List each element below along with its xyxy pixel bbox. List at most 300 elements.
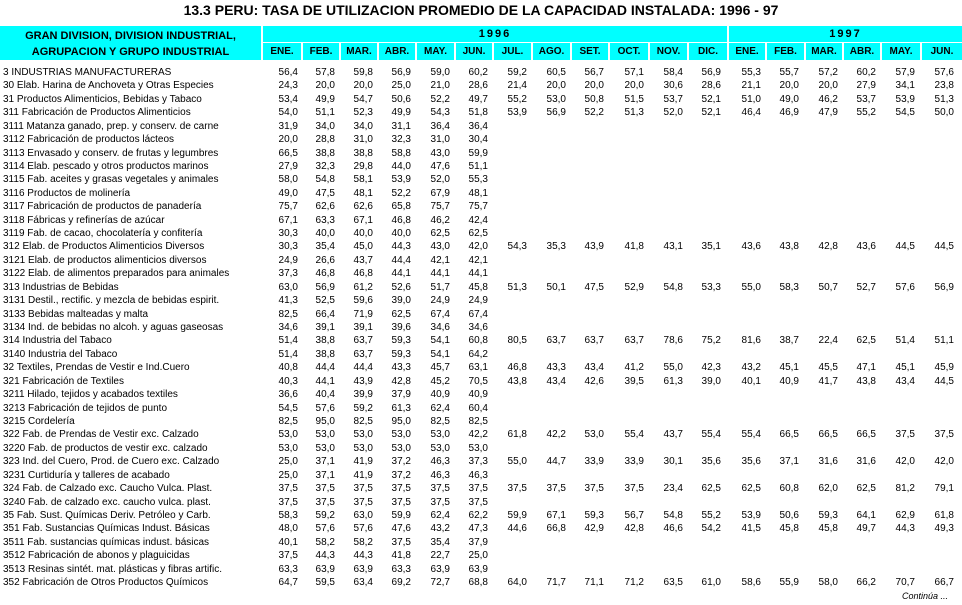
value-cell: 59,2 <box>315 509 335 521</box>
value-cell: 35,6 <box>741 456 761 468</box>
value-cell: 44,4 <box>353 362 373 374</box>
value-cell: 63,7 <box>546 335 566 347</box>
value-cell: 71,2 <box>624 577 644 589</box>
table-row <box>0 469 962 482</box>
row-label: 3112 Fabricación de productos lácteos <box>3 134 175 146</box>
month-header: JUN. <box>456 43 492 60</box>
value-cell: 79,1 <box>934 483 954 495</box>
value-cell: 53,9 <box>741 509 761 521</box>
table-row <box>0 106 962 119</box>
value-cell: 43,0 <box>430 147 450 159</box>
month-header: MAR. <box>806 43 842 60</box>
value-cell: 59,9 <box>507 509 527 521</box>
value-cell: 51,8 <box>468 107 488 119</box>
table-row <box>0 120 962 133</box>
value-cell: 67,9 <box>430 187 450 199</box>
month-header: SET. <box>572 43 608 60</box>
value-cell: 45,8 <box>468 281 488 293</box>
value-cell: 53,0 <box>391 442 411 454</box>
value-cell: 58,0 <box>278 174 298 186</box>
value-cell: 70,7 <box>895 577 915 589</box>
value-cell: 37,5 <box>278 550 298 562</box>
value-cell: 20,0 <box>779 80 799 92</box>
row-label: 352 Fabricación de Otros Productos Químicos <box>3 577 209 589</box>
row-label: 3122 Elab. de alimentos preparados para animales <box>3 268 230 280</box>
value-cell: 53,0 <box>315 442 335 454</box>
value-cell: 36,4 <box>468 120 488 132</box>
value-cell: 59,3 <box>391 335 411 347</box>
value-cell: 37,2 <box>391 456 411 468</box>
value-cell: 47,5 <box>584 281 604 293</box>
table-row <box>0 321 962 334</box>
table-row <box>0 281 962 294</box>
value-cell: 41,3 <box>278 295 298 307</box>
value-cell: 41,8 <box>391 550 411 562</box>
value-cell: 34,1 <box>895 80 915 92</box>
value-cell: 25,0 <box>468 550 488 562</box>
value-cell: 43,8 <box>856 375 876 387</box>
value-cell: 46,2 <box>818 93 838 105</box>
row-label: 3211 Hilado, tejidos y acabados textiles <box>3 389 178 401</box>
value-cell: 78,6 <box>663 335 683 347</box>
value-cell: 46,8 <box>391 214 411 226</box>
value-cell: 53,3 <box>701 281 721 293</box>
value-cell: 40,9 <box>779 375 799 387</box>
value-cell: 31,0 <box>353 134 373 146</box>
value-cell: 62,9 <box>895 509 915 521</box>
row-label: 3133 Bebidas malteadas y malta <box>3 308 149 320</box>
value-cell: 63,3 <box>278 563 298 575</box>
row-label: 3512 Fabricación de abonos y plaguicidas <box>3 550 190 562</box>
value-cell: 31,1 <box>391 120 411 132</box>
value-cell: 52,1 <box>701 93 721 105</box>
value-cell: 45,0 <box>353 241 373 253</box>
value-cell: 25,0 <box>278 456 298 468</box>
value-cell: 35,3 <box>546 241 566 253</box>
value-cell: 40,9 <box>430 389 450 401</box>
value-cell: 71,9 <box>353 308 373 320</box>
value-cell: 42,8 <box>624 523 644 535</box>
value-cell: 44,4 <box>315 362 335 374</box>
value-cell: 35,1 <box>701 241 721 253</box>
value-cell: 54,7 <box>353 93 373 105</box>
value-cell: 44,1 <box>468 268 488 280</box>
month-header: FEB. <box>767 43 804 60</box>
value-cell: 57,9 <box>895 67 915 78</box>
value-cell: 26,6 <box>315 254 335 266</box>
value-cell: 44,7 <box>546 456 566 468</box>
value-cell: 63,1 <box>468 362 488 374</box>
value-cell: 32,3 <box>391 134 411 146</box>
value-cell: 51,1 <box>934 335 954 347</box>
value-cell: 43,8 <box>779 241 799 253</box>
value-cell: 40,0 <box>353 228 373 240</box>
continues-note: Continúa ... <box>901 591 948 601</box>
value-cell: 62,0 <box>818 483 838 495</box>
value-cell: 34,6 <box>468 322 488 334</box>
value-cell: 38,8 <box>353 147 373 159</box>
value-cell: 36,4 <box>430 120 450 132</box>
value-cell: 24,9 <box>468 295 488 307</box>
value-cell: 53,7 <box>663 93 683 105</box>
value-cell: 21,4 <box>507 80 527 92</box>
value-cell: 62,5 <box>856 483 876 495</box>
value-cell: 34,6 <box>430 322 450 334</box>
value-cell: 60,2 <box>468 67 488 78</box>
value-cell: 37,5 <box>468 496 488 508</box>
value-cell: 40,3 <box>278 375 298 387</box>
value-cell: 43,1 <box>663 241 683 253</box>
value-cell: 66,8 <box>546 523 566 535</box>
value-cell: 37,5 <box>391 536 411 548</box>
value-cell: 57,6 <box>353 523 373 535</box>
table-row <box>0 200 962 213</box>
value-cell: 45,7 <box>430 362 450 374</box>
value-cell: 41,2 <box>624 362 644 374</box>
value-cell: 37,5 <box>430 496 450 508</box>
value-cell: 43,2 <box>741 362 761 374</box>
value-cell: 40,1 <box>741 375 761 387</box>
value-cell: 37,9 <box>391 389 411 401</box>
row-label: 3134 Ind. de bebidas no alcoh. y aguas gaseosas <box>3 322 224 334</box>
value-cell: 45,2 <box>430 375 450 387</box>
value-cell: 66,5 <box>278 147 298 159</box>
value-cell: 46,3 <box>430 469 450 481</box>
value-cell: 53,0 <box>430 442 450 454</box>
table-row <box>0 160 962 173</box>
value-cell: 82,5 <box>278 308 298 320</box>
value-cell: 42,0 <box>468 241 488 253</box>
value-cell: 66,4 <box>315 308 335 320</box>
value-cell: 59,2 <box>507 67 527 78</box>
value-cell: 34,0 <box>353 120 373 132</box>
table-row <box>0 402 962 415</box>
value-cell: 21,0 <box>430 80 450 92</box>
table-row <box>0 482 962 495</box>
row-label: 35 Fab. Sust. Químicas Deriv. Petróleo y Carb. <box>3 509 211 521</box>
column-header-line2: AGRUPACION Y GRUPO INDUSTRIAL <box>31 46 230 58</box>
value-cell: 59,3 <box>391 348 411 360</box>
value-cell: 41,9 <box>353 456 373 468</box>
value-cell: 58,6 <box>741 577 761 589</box>
value-cell: 37,5 <box>895 429 915 441</box>
value-cell: 49,0 <box>779 93 799 105</box>
value-cell: 59,0 <box>430 67 450 78</box>
value-cell: 46,8 <box>315 268 335 280</box>
value-cell: 67,1 <box>353 214 373 226</box>
value-cell: 45,9 <box>934 362 954 374</box>
value-cell: 58,3 <box>278 509 298 521</box>
month-header: ENE. <box>263 43 301 60</box>
value-cell: 63,7 <box>353 335 373 347</box>
value-cell: 51,4 <box>278 348 298 360</box>
row-label: 3213 Fabricación de tejidos de punto <box>3 402 168 414</box>
value-cell: 43,4 <box>584 362 604 374</box>
value-cell: 61,2 <box>353 281 373 293</box>
value-cell: 31,9 <box>278 120 298 132</box>
row-label: 3114 Elab. pescado y otros productos marinos <box>3 160 209 172</box>
value-cell: 37,5 <box>391 483 411 495</box>
value-cell: 47,5 <box>315 187 335 199</box>
value-cell: 57,6 <box>934 67 954 78</box>
month-header: ENE. <box>729 43 765 60</box>
value-cell: 54,2 <box>701 523 721 535</box>
row-label: 3140 Industria del Tabaco <box>3 348 118 360</box>
value-cell: 22,4 <box>818 335 838 347</box>
value-cell: 63,7 <box>584 335 604 347</box>
value-cell: 71,1 <box>584 577 604 589</box>
value-cell: 49,3 <box>934 523 954 535</box>
row-label: 3116 Productos de molinería <box>3 187 131 199</box>
value-cell: 24,9 <box>430 295 450 307</box>
value-cell: 62,5 <box>701 483 721 495</box>
value-cell: 44,1 <box>430 268 450 280</box>
value-cell: 22,7 <box>430 550 450 562</box>
value-cell: 57,2 <box>818 67 838 78</box>
value-cell: 42,1 <box>430 254 450 266</box>
value-cell: 61,3 <box>391 402 411 414</box>
value-cell: 64,1 <box>856 509 876 521</box>
value-cell: 23,4 <box>663 483 683 495</box>
value-cell: 55,7 <box>779 67 799 78</box>
value-cell: 63,0 <box>278 281 298 293</box>
table-row <box>0 522 962 535</box>
value-cell: 37,5 <box>315 483 335 495</box>
table-row <box>0 455 962 468</box>
value-cell: 54,8 <box>663 509 683 521</box>
value-cell: 54,8 <box>663 281 683 293</box>
value-cell: 50,6 <box>779 509 799 521</box>
value-cell: 37,5 <box>546 483 566 495</box>
value-cell: 54,1 <box>430 348 450 360</box>
value-cell: 37,3 <box>468 456 488 468</box>
value-cell: 51,4 <box>895 335 915 347</box>
row-label: 32 Textiles, Prendas de Vestir e Ind.Cuero <box>3 362 190 374</box>
value-cell: 59,5 <box>315 577 335 589</box>
value-cell: 55,0 <box>507 456 527 468</box>
value-cell: 50,0 <box>934 107 954 119</box>
value-cell: 20,0 <box>624 80 644 92</box>
value-cell: 60,2 <box>856 67 876 78</box>
value-cell: 40,8 <box>278 362 298 374</box>
value-cell: 64,2 <box>468 348 488 360</box>
value-cell: 43,3 <box>391 362 411 374</box>
value-cell: 81,2 <box>895 483 915 495</box>
value-cell: 54,8 <box>315 174 335 186</box>
value-cell: 37,5 <box>507 483 527 495</box>
row-label: 3240 Fab. de calzado exc. caucho vulca. plast. <box>3 496 211 508</box>
value-cell: 60,4 <box>468 402 488 414</box>
value-cell: 54,0 <box>278 107 298 119</box>
value-cell: 51,4 <box>278 335 298 347</box>
row-label: 31 Productos Alimenticios, Bebidas y Tabaco <box>3 93 202 105</box>
month-header: MAY. <box>417 43 454 60</box>
month-header: MAY. <box>882 43 920 60</box>
value-cell: 39,0 <box>391 295 411 307</box>
value-cell: 37,5 <box>468 483 488 495</box>
table-row <box>0 187 962 200</box>
value-cell: 42,6 <box>584 375 604 387</box>
value-cell: 58,8 <box>391 147 411 159</box>
row-label: 351 Fab. Sustancias Químicas Indust. Básicas <box>3 523 210 535</box>
value-cell: 67,1 <box>546 509 566 521</box>
value-cell: 44,6 <box>507 523 527 535</box>
data-table-body <box>0 66 962 589</box>
value-cell: 35,4 <box>430 536 450 548</box>
value-cell: 53,0 <box>353 429 373 441</box>
value-cell: 50,8 <box>584 93 604 105</box>
value-cell: 43,6 <box>741 241 761 253</box>
value-cell: 75,7 <box>468 201 488 213</box>
table-row <box>0 496 962 509</box>
value-cell: 52,2 <box>391 187 411 199</box>
value-cell: 40,9 <box>468 389 488 401</box>
value-cell: 62,6 <box>315 201 335 213</box>
table-row <box>0 294 962 307</box>
value-cell: 63,4 <box>353 577 373 589</box>
value-cell: 61,0 <box>701 577 721 589</box>
value-cell: 21,1 <box>741 80 761 92</box>
value-cell: 30,3 <box>278 228 298 240</box>
value-cell: 39,6 <box>391 322 411 334</box>
value-cell: 44,4 <box>391 254 411 266</box>
value-cell: 57,1 <box>624 67 644 78</box>
row-label: 3111 Matanza ganado, prep. y conserv. de carne <box>3 120 219 132</box>
table-row <box>0 66 962 79</box>
value-cell: 56,9 <box>391 67 411 78</box>
value-cell: 60,8 <box>779 483 799 495</box>
value-cell: 27,9 <box>278 160 298 172</box>
value-cell: 82,5 <box>430 415 450 427</box>
value-cell: 20,0 <box>353 80 373 92</box>
month-header: DIC. <box>689 43 727 60</box>
value-cell: 34,0 <box>315 120 335 132</box>
month-header: NOV. <box>650 43 687 60</box>
row-label: 3231 Curtiduría y talleres de acabado <box>3 469 170 481</box>
value-cell: 62,5 <box>468 228 488 240</box>
row-label: 313 Industrias de Bebidas <box>3 281 119 293</box>
value-cell: 57,6 <box>895 281 915 293</box>
value-cell: 44,1 <box>391 268 411 280</box>
value-cell: 46,2 <box>430 214 450 226</box>
value-cell: 39,5 <box>624 375 644 387</box>
table-row <box>0 254 962 267</box>
row-label: 322 Fab. de Prendas de Vestir exc. Calzado <box>3 429 199 441</box>
value-cell: 52,2 <box>584 107 604 119</box>
value-cell: 49,9 <box>391 107 411 119</box>
value-cell: 66,7 <box>934 577 954 589</box>
value-cell: 34,6 <box>278 322 298 334</box>
value-cell: 55,4 <box>741 429 761 441</box>
value-cell: 38,8 <box>315 147 335 159</box>
value-cell: 30,3 <box>278 241 298 253</box>
value-cell: 53,0 <box>278 429 298 441</box>
value-cell: 55,9 <box>779 577 799 589</box>
value-cell: 54,3 <box>507 241 527 253</box>
value-cell: 25,0 <box>391 80 411 92</box>
value-cell: 61,3 <box>663 375 683 387</box>
value-cell: 58,4 <box>663 67 683 78</box>
value-cell: 42,3 <box>701 362 721 374</box>
row-label: 3513 Resinas sintét. mat. plásticas y fibras artific. <box>3 563 222 575</box>
value-cell: 49,7 <box>856 523 876 535</box>
value-cell: 30,6 <box>663 80 683 92</box>
value-cell: 71,7 <box>546 577 566 589</box>
value-cell: 37,5 <box>584 483 604 495</box>
value-cell: 62,5 <box>430 228 450 240</box>
value-cell: 59,3 <box>818 509 838 521</box>
value-cell: 58,2 <box>315 536 335 548</box>
value-cell: 53,9 <box>507 107 527 119</box>
value-cell: 66,5 <box>779 429 799 441</box>
value-cell: 43,6 <box>856 241 876 253</box>
value-cell: 47,6 <box>430 160 450 172</box>
value-cell: 39,9 <box>353 389 373 401</box>
table-row <box>0 509 962 522</box>
month-header: JUL. <box>494 43 531 60</box>
row-label: 323 Ind. del Cuero, Prod. de Cuero exc. Calzado <box>3 456 220 468</box>
value-cell: 53,4 <box>278 93 298 105</box>
value-cell: 63,7 <box>624 335 644 347</box>
value-cell: 46,3 <box>430 456 450 468</box>
table-row <box>0 214 962 227</box>
value-cell: 58,1 <box>353 174 373 186</box>
value-cell: 44,3 <box>315 550 335 562</box>
value-cell: 51,3 <box>934 93 954 105</box>
value-cell: 56,9 <box>701 67 721 78</box>
row-label: 312 Elab. de Productos Alimenticios Diversos <box>3 241 205 253</box>
value-cell: 40,0 <box>391 228 411 240</box>
table-row <box>0 348 962 361</box>
value-cell: 67,1 <box>278 214 298 226</box>
value-cell: 63,7 <box>353 348 373 360</box>
table-row <box>0 267 962 280</box>
value-cell: 37,5 <box>353 483 373 495</box>
value-cell: 48,0 <box>278 523 298 535</box>
table-row <box>0 334 962 347</box>
value-cell: 66,2 <box>856 577 876 589</box>
value-cell: 59,2 <box>353 402 373 414</box>
value-cell: 33,9 <box>624 456 644 468</box>
value-cell: 63,3 <box>391 563 411 575</box>
value-cell: 55,2 <box>507 93 527 105</box>
value-cell: 37,5 <box>624 483 644 495</box>
row-label: 3511 Fab. sustancias químicas indust. básicas <box>3 536 210 548</box>
table-row <box>0 428 962 441</box>
value-cell: 56,9 <box>934 281 954 293</box>
value-cell: 54,5 <box>278 402 298 414</box>
value-cell: 32,3 <box>315 160 335 172</box>
month-header: MAR. <box>341 43 377 60</box>
value-cell: 39,0 <box>701 375 721 387</box>
month-header: ABR. <box>379 43 415 60</box>
value-cell: 39,1 <box>315 322 335 334</box>
page-title: 13.3 PERU: TASA DE UTILIZACION PROMEDIO DE LA CAPACIDAD INSTALADA: 1996 - 97 <box>183 2 779 18</box>
value-cell: 20,0 <box>584 80 604 92</box>
value-cell: 43,7 <box>353 254 373 266</box>
value-cell: 55,4 <box>624 429 644 441</box>
value-cell: 37,1 <box>315 469 335 481</box>
value-cell: 45,8 <box>818 523 838 535</box>
value-cell: 64,7 <box>278 577 298 589</box>
row-label: 321 Fabricación de Textiles <box>3 375 124 387</box>
value-cell: 39,1 <box>353 322 373 334</box>
row-label: 3121 Elab. de productos alimenticios diversos <box>3 254 207 266</box>
value-cell: 67,4 <box>468 308 488 320</box>
value-cell: 40,1 <box>278 536 298 548</box>
value-cell: 59,3 <box>584 509 604 521</box>
value-cell: 53,0 <box>278 442 298 454</box>
